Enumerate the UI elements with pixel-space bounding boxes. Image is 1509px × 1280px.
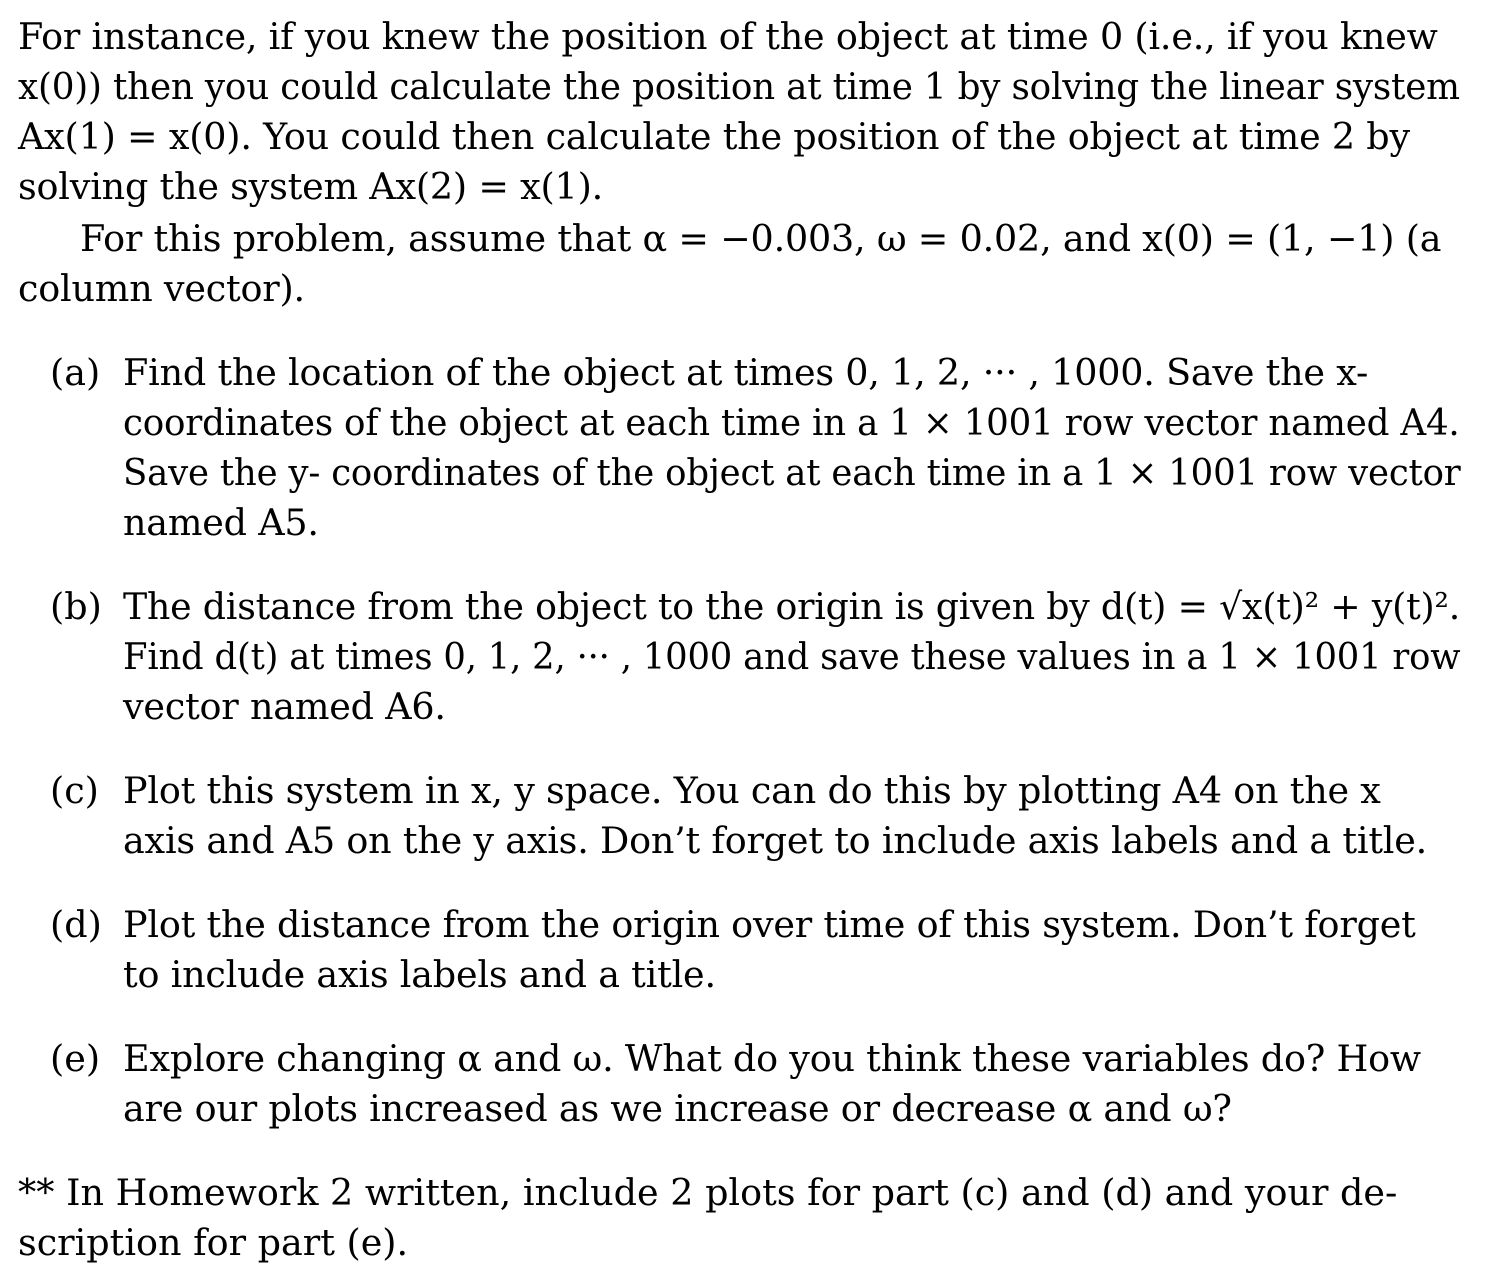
intro-line-4: solving the system Ax(2) = x(1).: [18, 165, 604, 208]
item-d-line-1: Plot the distance from the origin over time of this system. Don’t forget: [123, 903, 1416, 946]
item-b-label: (b): [50, 585, 102, 628]
note-line-1: ** In Homework 2 written, include 2 plots for part (c) and (d) and your de-: [18, 1171, 1398, 1214]
item-c-label: (c): [50, 769, 99, 812]
item-c-line-1: Plot this system in x, y space. You can do this by plotting A4 on the x: [123, 769, 1381, 812]
item-b-line-2: Find d(t) at times 0, 1, 2, ··· , 1000 and save these values in a 1 × 1001 row: [123, 635, 1461, 678]
item-a-line-2: coordinates of the object at each time in a 1 × 1001 row vector named A4.: [123, 401, 1460, 444]
note-line-2: scription for part (e).: [18, 1221, 409, 1264]
intro-line-1: For instance, if you knew the position of the object at time 0 (i.e., if you knew: [18, 15, 1438, 58]
item-b-line-1: The distance from the object to the origin is given by d(t) = √x(t)² + y(t)².: [123, 585, 1461, 628]
intro-line-3: Ax(1) = x(0). You could then calculate the position of the object at time 2 by: [18, 115, 1410, 158]
item-e-line-2: are our plots increased as we increase or decrease α and ω?: [123, 1087, 1232, 1130]
item-d-label: (d): [50, 903, 102, 946]
intro-line-2: x(0)) then you could calculate the position at time 1 by solving the linear system: [18, 65, 1460, 108]
item-c-line-2: axis and A5 on the y axis. Don’t forget to include axis labels and a title.: [123, 819, 1428, 862]
item-b-line-3: vector named A6.: [123, 685, 446, 728]
item-e-label: (e): [50, 1037, 101, 1080]
item-e-line-1: Explore changing α and ω. What do you think these variables do? How: [123, 1037, 1421, 1080]
intro-line-6: column vector).: [18, 267, 305, 310]
intro-line-5: For this problem, assume that α = −0.003, ω = 0.02, and x(0) = (1, −1) (a: [80, 217, 1442, 260]
item-a-line-1: Find the location of the object at times 0, 1, 2, ··· , 1000. Save the x-: [123, 351, 1369, 394]
item-a-line-4: named A5.: [123, 501, 319, 544]
item-a-line-3: Save the y- coordinates of the object at each time in a 1 × 1001 row vector: [123, 451, 1461, 494]
item-a-label: (a): [50, 351, 101, 394]
item-d-line-2: to include axis labels and a title.: [123, 953, 716, 996]
